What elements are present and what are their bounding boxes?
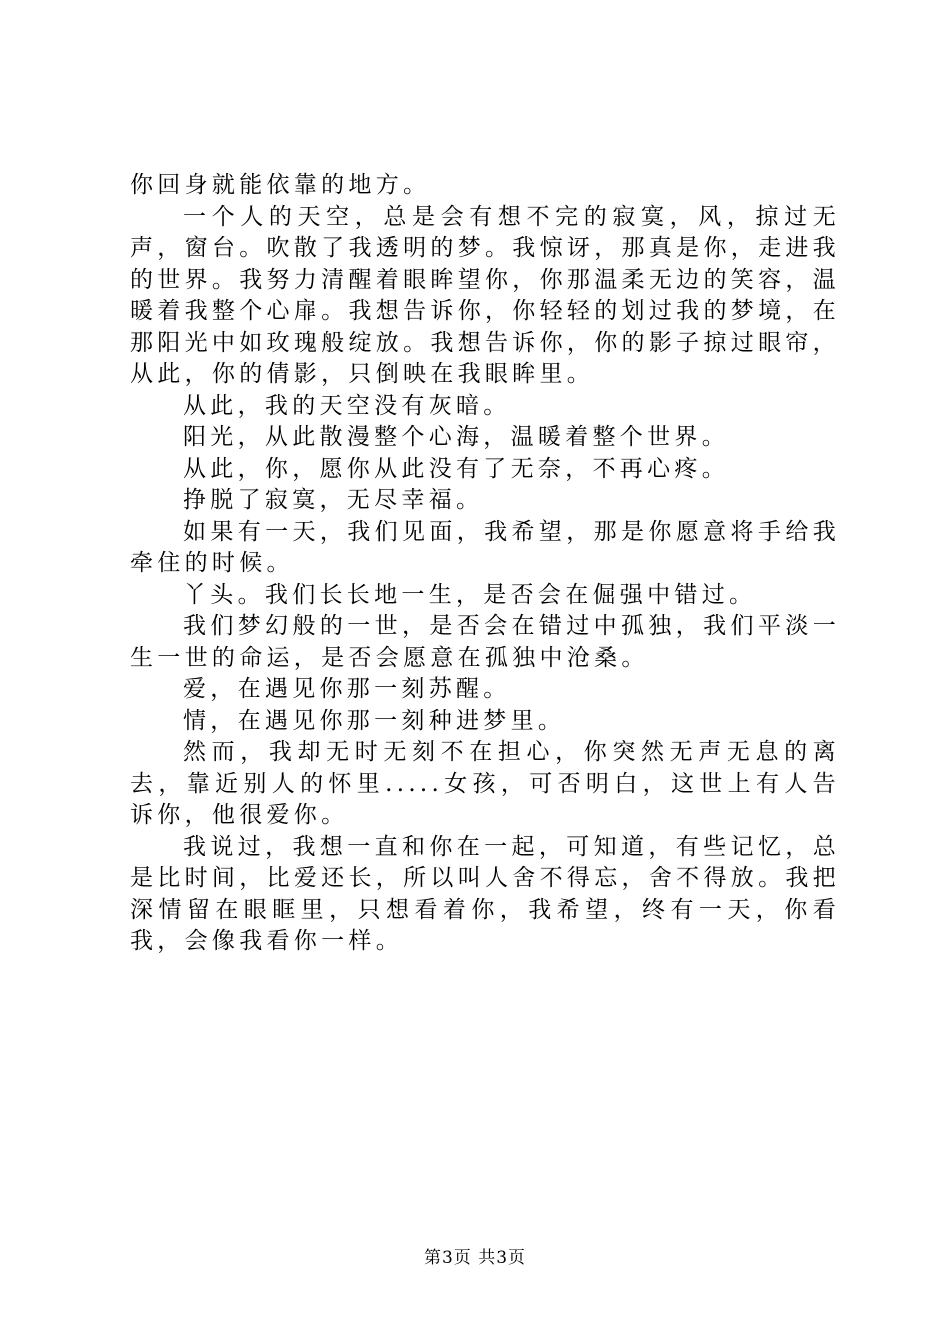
- paragraph: 丫头。我们长长地一生，是否会在倔强中错过。: [183, 581, 757, 608]
- paragraph: 从此，我的天空没有灰暗。: [183, 392, 511, 419]
- paragraph: 然而，我却无时无刻不在担心，你突然无声无息的离去，靠近别人的怀里.....女孩，可否明白，这世上有人告诉你，他很爱你。: [130, 739, 840, 828]
- paragraph: 我们梦幻般的一世，是否会在错过中孤独，我们平淡一生一世的命运，是否会愿意在孤独中沧桑。: [130, 613, 840, 671]
- paragraph: 挣脱了寂寞，无尽幸福。: [183, 487, 484, 513]
- paragraph: 情，在遇见你那一刻种进梦里。: [183, 707, 566, 734]
- paragraph: 阳光，从此散漫整个心海，温暖着整个世界。: [183, 424, 729, 450]
- paragraph: 从此，你，愿你从此没有了无奈，不再心疼。: [183, 455, 729, 482]
- paragraph: 爱，在遇见你那一刻苏醒。: [183, 676, 511, 702]
- page-footer: 第3页 共3页: [423, 1248, 527, 1268]
- paragraph-continued: 你回身就能依靠的地方。: [130, 172, 431, 198]
- paragraph: 我说过，我想一直和你在一起，可知道，有些记忆，总是比时间，比爱还长，所以叫人舍不得忘，舍不得放。我把深情留在眼眶里，只想看着你，我希望，终有一天，你看我，会像我看你一样。: [130, 833, 840, 954]
- paragraph: 如果有一天，我们见面，我希望，那是你愿意将手给我牵住的时候。: [130, 518, 840, 576]
- paragraph: 一个人的天空，总是会有想不完的寂寞，风，掠过无声，窗台。吹散了我透明的梦。我惊讶，那真是你，走进我的世界。我努力清醒着眼眸望你，你那温柔无边的笑容，温暖着我整个心扉。我想告诉你，你轻轻的划过我的梦境，在那阳光中如玫瑰般绽放。我想告诉你，你的影子掠过眼帘，从此，你的倩影，只倒映在我眼眸里。: [130, 203, 840, 387]
- document-body: [130, 170, 840, 958]
